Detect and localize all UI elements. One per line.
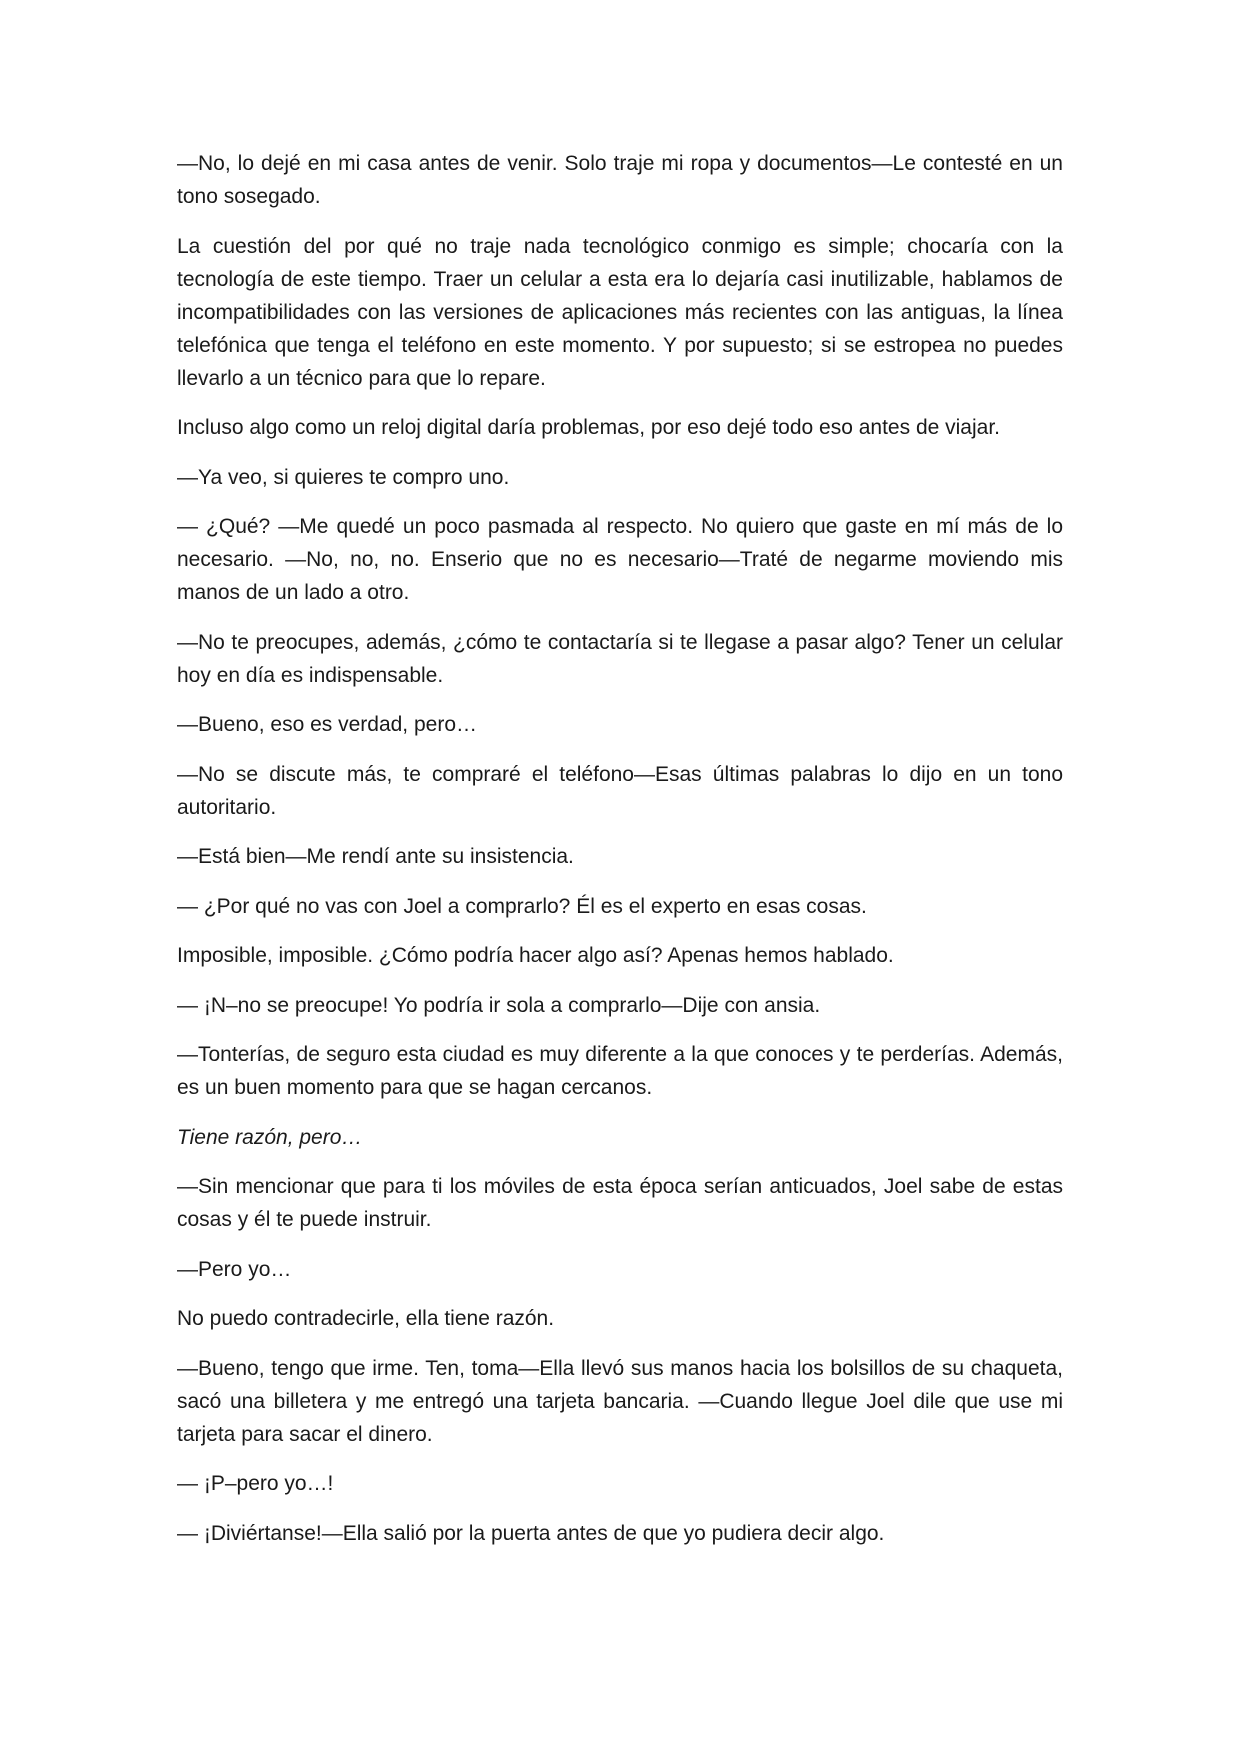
paragraph: Incluso algo como un reloj digital daría problemas, por eso dejé todo eso antes de viajar.: [177, 416, 1000, 439]
paragraph: —Pero yo…: [177, 1257, 292, 1281]
document-body: [177, 147, 1063, 1550]
paragraph: No puedo contradecirle, ella tiene razón.: [177, 1307, 555, 1330]
paragraph: —Bueno, tengo que irme. Ten, toma—Ella llevó sus manos hacia los bolsillos de su chaqueta, sacó una billetera y me entregó una tarjeta bancaria. —Cuando llegue Joel dile que use mi tarjeta para sacar el dinero.: [177, 1356, 1063, 1446]
paragraph: — ¿Qué? —Me quedé un poco pasmada al respecto. No quiero que gaste en mí más de lo necesario. —No, no, no. Enserio que no es necesario—Traté de negarme moviendo mis manos de un lado a otro.: [177, 515, 1063, 604]
paragraph: —Tonterías, de seguro esta ciudad es muy diferente a la que conoces y te perderías. Además, es un buen momento para que se hagan cercanos.: [177, 1043, 1063, 1099]
paragraph: — ¿Por qué no vas con Joel a comprarlo? Él es el experto en esas cosas.: [177, 894, 867, 918]
paragraph: La cuestión del por qué no traje nada tecnológico conmigo es simple; chocaría con la tecnología de este tiempo. Traer un celular a esta era lo dejaría casi inutilizable, hablamos de incompatibilidades con las versiones de aplicaciones más recientes con las antiguas, la línea telefónica que tenga el teléfono en este momento. Y por supuesto; si se estropea no puedes llevarlo a un técnico para que lo repare.: [177, 234, 1063, 390]
paragraph: —Ya veo, si quieres te compro uno.: [177, 465, 510, 489]
paragraph: —No te preocupes, además, ¿cómo te contactaría si te llegase a pasar algo? Tener un celular hoy en día es indispensable.: [177, 630, 1063, 687]
paragraph: — ¡P–pero yo…!: [177, 1472, 334, 1495]
paragraph: Imposible, imposible. ¿Cómo podría hacer algo así? Apenas hemos hablado.: [177, 944, 894, 967]
paragraph: — ¡N–no se preocupe! Yo podría ir sola a comprarlo—Dije con ansia.: [177, 993, 821, 1017]
paragraph: — ¡Diviértanse!—Ella salió por la puerta antes de que yo pudiera decir algo.: [177, 1521, 885, 1545]
paragraph: —Bueno, eso es verdad, pero…: [177, 713, 478, 736]
italic-paragraph: Tiene razón, pero…: [177, 1125, 363, 1149]
paragraph: —Está bien—Me rendí ante su insistencia.: [177, 845, 574, 868]
paragraph: —No, lo dejé en mi casa antes de venir. Solo traje mi ropa y documentos—Le contesté en un tono sosegado.: [177, 152, 1063, 208]
paragraph: —Sin mencionar que para ti los móviles de esta época serían anticuados, Joel sabe de estas cosas y él te puede instruir.: [177, 1175, 1063, 1231]
paragraph: —No se discute más, te compraré el teléfono—Esas últimas palabras lo dijo en un tono autoritario.: [177, 762, 1063, 819]
